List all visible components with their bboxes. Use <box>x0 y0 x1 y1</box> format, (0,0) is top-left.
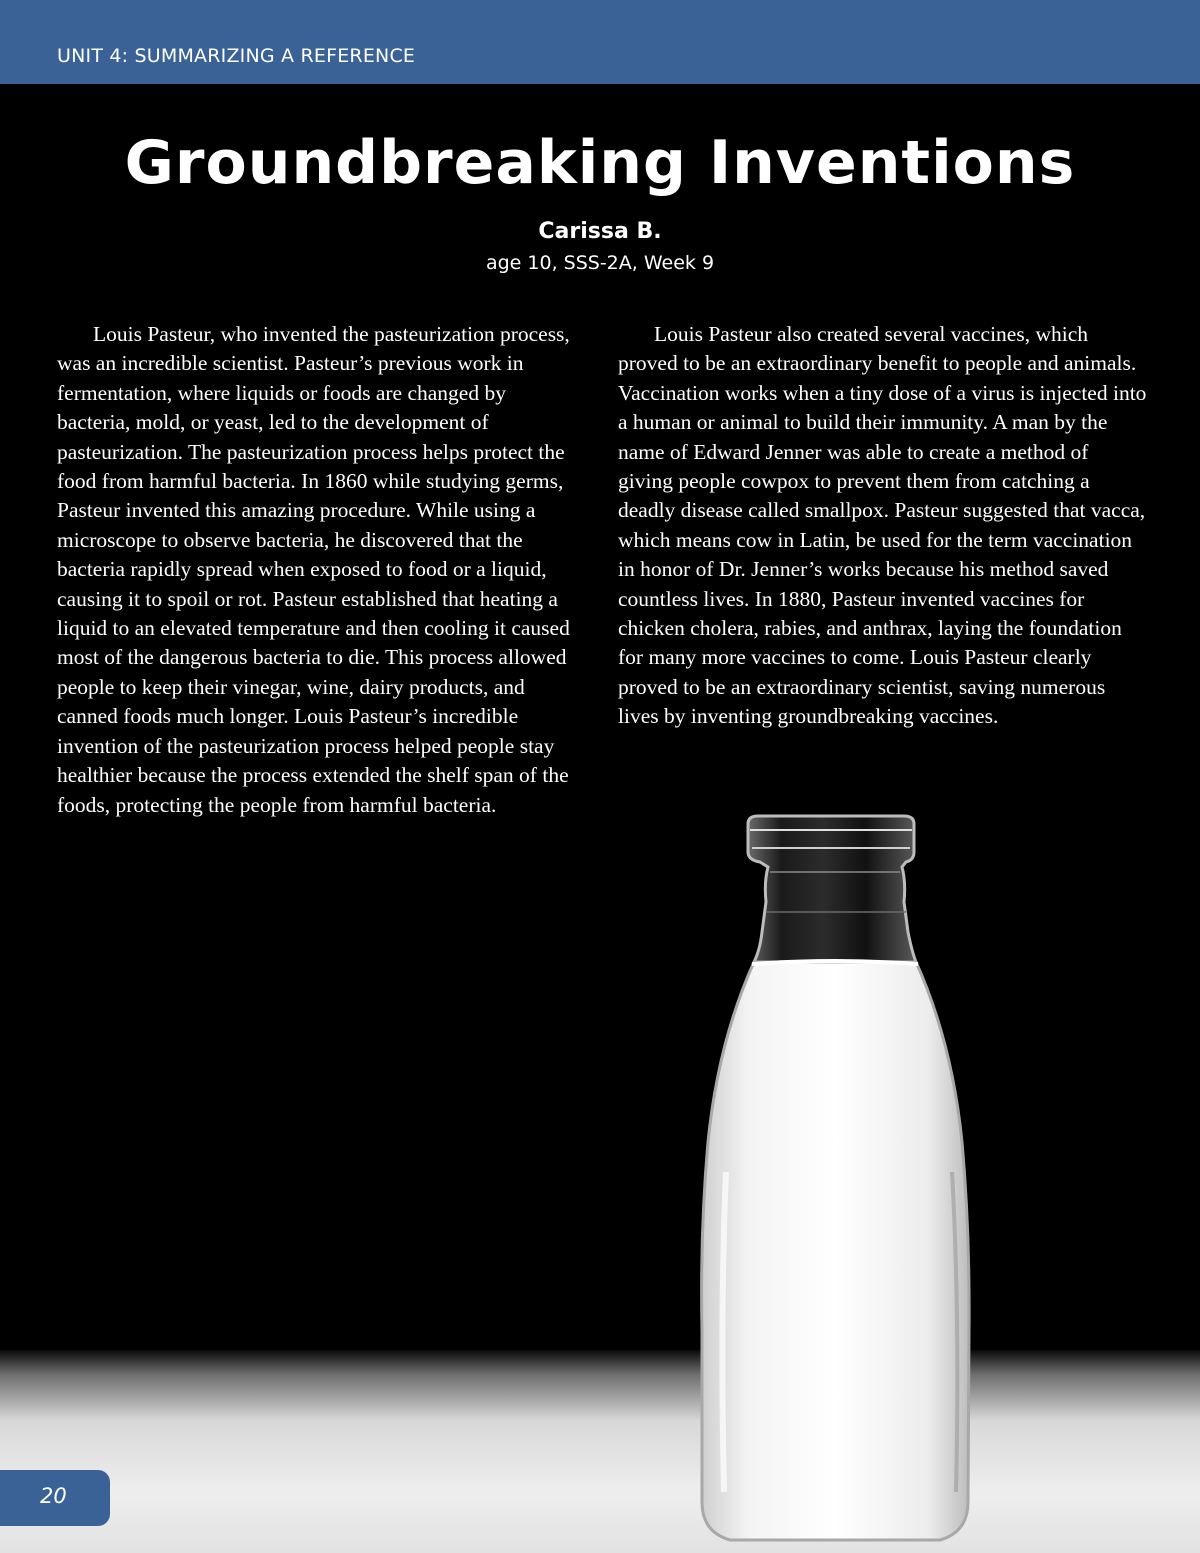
paragraph-right: Louis Pasteur also created several vaccines, which proved to be an extraordinary benefit to people and animals. Vaccination works when a tiny dose of a virus is injected into a human or animal to build their immunity. A man by the name of Edward Jenner was able to create a method of giving people cowpox to prevent them from catching a deadly disease called smallpox. Pasteur suggested that vacca, which means cow in Latin, be used for the term vaccination in honor of Dr. Jenner’s works because his method saved countless lives. In 1880, Pasteur invented vaccines for chicken cholera, rabies, and anthrax, laying the foundation for many more vaccines to come. Louis Pasteur clearly proved to be an extraordinary scientist, saving numerous lives by inventing groundbreaking vaccines. <box>618 322 1147 729</box>
article-title: Groundbreaking Inventions <box>124 128 1076 198</box>
page-number: 20 <box>40 1484 67 1508</box>
author-name: Carissa B. <box>538 219 662 244</box>
unit-label: UNIT 4: SUMMARIZING A REFERENCE <box>57 45 416 67</box>
milk-bottle-photo <box>690 812 980 1553</box>
page-number-tab <box>0 1470 110 1526</box>
paragraph-left: Louis Pasteur, who invented the pasteurization process, was an incredible scientist. Pasteur’s previous work in fermentation, where liquids or foods are changed by bacteria, mold, or yeast, led to the development of pasteurization. The pasteurization process helps protect the food from harmful bacteria. In 1860 while studying germs, Pasteur invented this amazing procedure. While using a microscope to observe bacteria, he discovered that the bacteria rapidly spread when exposed to food or a liquid, causing it to spoil or rot. Pasteur established that heating a liquid to an elevated temperature and then cooling it caused most of the dangerous bacteria to die. This process allowed people to keep their vinegar, wine, dairy products, and canned foods much longer. Louis Pasteur’s incredible invention of the pasteurization process helped people stay healthier because the process extended the shelf span of the foods, protecting the people from harmful bacteria. <box>57 322 570 817</box>
unit-header-bar <box>0 0 1200 84</box>
photo-table-surface <box>0 1350 1200 1553</box>
author-meta: age 10, SSS-2A, Week 9 <box>485 252 715 274</box>
